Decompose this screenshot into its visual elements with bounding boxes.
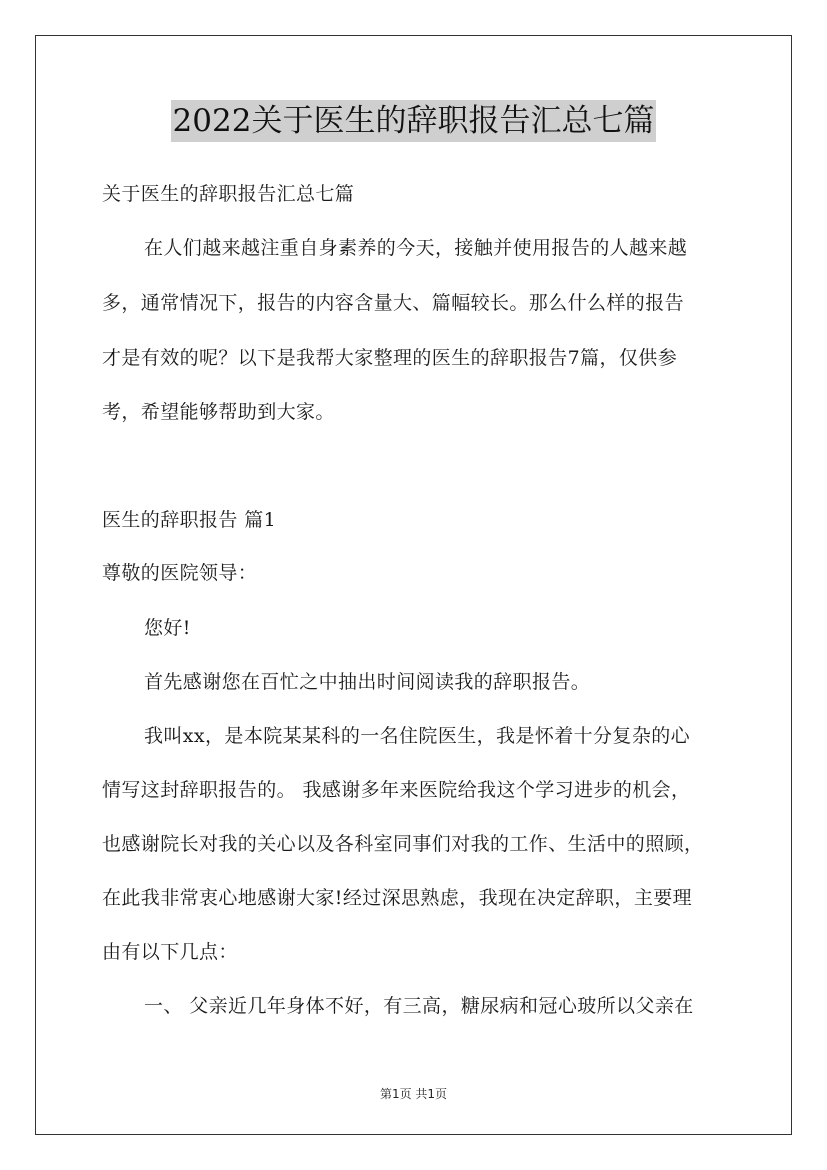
document-subtitle: 关于医生的辞职报告汇总七篇: [102, 183, 355, 205]
page-number-label: 第1页 共1页: [379, 1087, 448, 1101]
page-footer: [0, 1085, 827, 1102]
document-title-text: 2022关于医生的辞职报告汇总七篇: [171, 100, 657, 142]
paragraph-2-line-2: 情写这封辞职报告的。 我感谢多年来医院给我这个学习进步的机会，: [102, 779, 691, 801]
paragraph-1: 首先感谢您在百忙之中抽出时间阅读我的辞职报告。: [144, 671, 591, 693]
intro-line-1: 在人们越来越注重自身素养的今天，接触并使用报告的人越来越: [144, 237, 688, 259]
paragraph-2-line-4: 在此我非常衷心地感谢大家!经过深思熟虑，我现在决定辞职，主要理: [102, 887, 693, 909]
paragraph-3-line-1: 一、 父亲近几年身体不好，有三高，糖尿病和冠心玻所以父亲在: [144, 995, 694, 1017]
greeting: 您好!: [144, 617, 191, 639]
intro-line-3: 才是有效的呢？以下是我帮大家整理的医生的辞职报告7篇，仅供参: [102, 347, 678, 369]
intro-line-2: 多，通常情况下，报告的内容含量大、篇幅较长。那么什么样的报告: [102, 292, 685, 314]
paragraph-2-line-5: 由有以下几点：: [102, 941, 238, 963]
intro-line-4: 考，希望能够帮助到大家。: [102, 401, 335, 423]
salutation: 尊敬的医院领导：: [102, 562, 258, 584]
paragraph-2-line-1: 我叫xx，是本院某某科的一名住院医生，我是怀着十分复杂的心: [144, 725, 691, 747]
paragraph-2-line-3: 也感谢院长对我的关心以及各科室同事们对我的工作、生活中的照顾，: [102, 833, 704, 855]
document-title: [0, 100, 827, 147]
section-heading: 医生的辞职报告 篇1: [102, 509, 277, 531]
